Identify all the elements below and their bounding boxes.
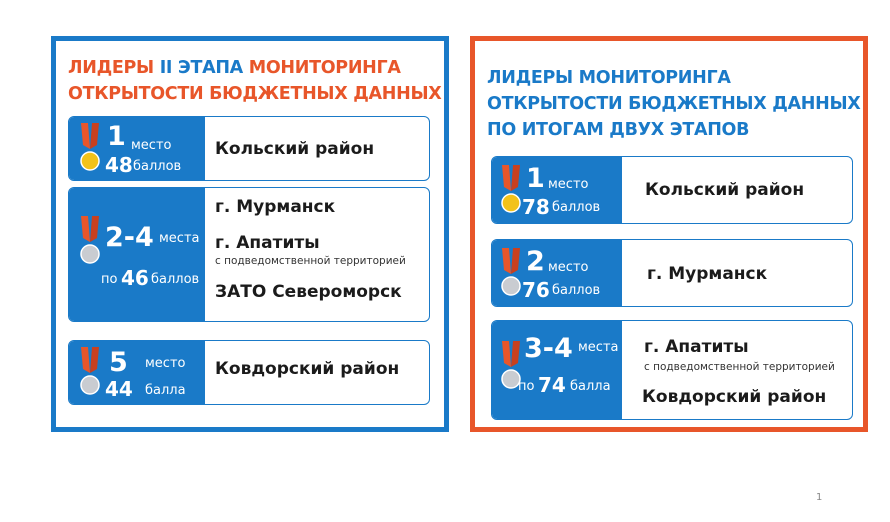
title-line2: ОТКРЫТОСТИ БЮДЖЕТНЫХ ДАННЫХ (487, 94, 861, 114)
rank-number: 2 (526, 246, 545, 277)
territory-name: Кольский район (645, 180, 805, 200)
territory-name: Кольский район (215, 139, 375, 159)
rank-word: место (548, 177, 589, 192)
territory-note: с подведомственной территорией (644, 361, 835, 373)
rank-number: 2-4 (105, 222, 154, 253)
territory-name: Ковдорский район (642, 387, 827, 407)
left-panel (51, 36, 449, 432)
points-word: балла (145, 383, 186, 398)
rank-number: 5 (109, 347, 128, 378)
title-part-monitoring: МОНИТОРИНГА (242, 58, 401, 78)
points-word: балла (570, 379, 611, 394)
title-line1: ЛИДЕРЫ МОНИТОРИНГА (487, 68, 731, 88)
territory-name: ЗАТО Североморск (215, 282, 402, 302)
rank-block (492, 321, 622, 419)
territory-name: г. Апатиты (644, 337, 749, 357)
title-part-leaders: ЛИДЕРЫ (68, 58, 160, 78)
page-number: 1 (816, 492, 823, 503)
medal-silver-icon (79, 347, 101, 399)
points-number: 78 (522, 195, 550, 219)
points-word: баллов (552, 283, 601, 298)
rank-card-3-4 (491, 320, 853, 420)
rank-card-2-4 (68, 187, 430, 322)
title-line3: ПО ИТОГАМ ДВУХ ЭТАПОВ (487, 120, 750, 140)
title-line2: ОТКРЫТОСТИ БЮДЖЕТНЫХ ДАННЫХ (68, 84, 442, 104)
medal-silver-icon (500, 248, 522, 300)
rank-word: места (159, 231, 200, 246)
points-number: 46 (121, 266, 149, 290)
rank-card-2 (491, 239, 853, 307)
rank-card-1 (491, 156, 853, 224)
territory-name: г. Мурманск (647, 264, 768, 284)
points-word: баллов (552, 200, 601, 215)
territory-note: с подведомственной территорией (215, 255, 406, 267)
rank-block (69, 117, 205, 180)
rank-block (69, 188, 205, 321)
rank-block (69, 341, 205, 404)
points-number: 76 (522, 278, 550, 302)
points-prefix: по (518, 379, 535, 394)
points-word: баллов (133, 159, 182, 174)
rank-block (492, 240, 622, 306)
title-part-stage: II ЭТАПА (159, 58, 243, 78)
rank-word: место (548, 260, 589, 275)
rank-number: 1 (526, 163, 545, 194)
medal-gold-icon (500, 165, 522, 217)
right-panel-title (487, 65, 861, 143)
points-number: 44 (105, 377, 133, 401)
right-panel (470, 36, 868, 432)
rank-number: 1 (107, 121, 126, 152)
rank-card-1 (68, 116, 430, 181)
points-number: 74 (538, 373, 566, 397)
rank-block (492, 157, 622, 223)
rank-word: место (145, 356, 186, 371)
territory-name: г. Апатиты (215, 233, 320, 253)
medal-silver-icon (79, 216, 101, 268)
rank-word: место (131, 138, 172, 153)
rank-number: 3-4 (524, 333, 573, 364)
medal-gold-icon (79, 123, 101, 175)
territory-name: г. Мурманск (215, 197, 336, 217)
points-number: 48 (105, 153, 133, 177)
territory-name: Ковдорский район (215, 359, 400, 379)
points-prefix: по (101, 272, 118, 287)
rank-word: места (578, 340, 619, 355)
points-word: баллов (151, 272, 200, 287)
rank-card-5 (68, 340, 430, 405)
left-panel-title (68, 55, 442, 107)
